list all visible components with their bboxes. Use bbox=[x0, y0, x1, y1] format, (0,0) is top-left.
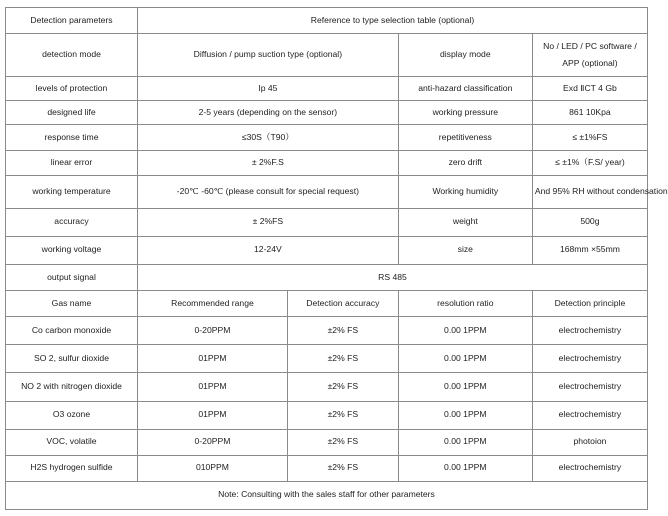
spec-row-output bbox=[6, 264, 648, 290]
table-row bbox=[6, 373, 648, 401]
table-row bbox=[6, 455, 648, 481]
column-header: Recommended range bbox=[137, 291, 287, 317]
spec-row-voltage bbox=[6, 236, 648, 264]
accuracy-cell: ±2% FS bbox=[287, 317, 398, 345]
anti-hazard-label: anti-hazard classification bbox=[398, 77, 532, 101]
designed-life-value: 2-5 years (depending on the sensor) bbox=[137, 101, 398, 125]
gas-table-header-row bbox=[6, 291, 648, 317]
designed-life-label: designed life bbox=[6, 101, 138, 125]
accuracy-label: accuracy bbox=[6, 208, 138, 236]
linear-error-label: linear error bbox=[6, 150, 138, 175]
column-header: resolution ratio bbox=[398, 291, 532, 317]
specification-table bbox=[5, 7, 668, 510]
gas-name-cell: NO 2 with nitrogen dioxide bbox=[6, 373, 138, 401]
principle-cell: electrochemistry bbox=[532, 401, 647, 429]
column-header: Detection principle bbox=[532, 291, 647, 317]
accuracy-cell: ±2% FS bbox=[287, 373, 398, 401]
resolution-cell: 0.00 1PPM bbox=[398, 401, 532, 429]
weight-label: weight bbox=[398, 208, 532, 236]
header-label: Detection parameters bbox=[6, 8, 138, 34]
display-mode-value: No / LED / PC software / APP (optional) bbox=[532, 34, 647, 77]
note-row bbox=[6, 481, 648, 509]
zero-drift-label: zero drift bbox=[398, 150, 532, 175]
spec-row-temperature bbox=[6, 175, 648, 208]
working-humidity-value: And 95% RH without condensation bbox=[532, 175, 647, 208]
accuracy-cell: ±2% FS bbox=[287, 429, 398, 455]
size-label: size bbox=[398, 236, 532, 264]
protection-label: levels of protection bbox=[6, 77, 138, 101]
output-signal-value: RS 485 bbox=[137, 264, 647, 290]
response-time-label: response time bbox=[6, 125, 138, 150]
table-row bbox=[6, 401, 648, 429]
spec-row-response bbox=[6, 125, 648, 150]
range-cell: 01PPM bbox=[137, 401, 287, 429]
principle-cell: electrochemistry bbox=[532, 373, 647, 401]
accuracy-cell: ±2% FS bbox=[287, 401, 398, 429]
spec-row-accuracy bbox=[6, 208, 648, 236]
spec-row-linear bbox=[6, 150, 648, 175]
repetitiveness-value: ≤ ±1%FS bbox=[532, 125, 647, 150]
resolution-cell: 0.00 1PPM bbox=[398, 455, 532, 481]
principle-cell: photoion bbox=[532, 429, 647, 455]
resolution-cell: 0.00 1PPM bbox=[398, 345, 532, 373]
spec-row-protection bbox=[6, 77, 648, 101]
range-cell: 01PPM bbox=[137, 345, 287, 373]
principle-cell: electrochemistry bbox=[532, 345, 647, 373]
response-time-value: ≤30S（T90） bbox=[137, 125, 398, 150]
header-row bbox=[6, 8, 648, 34]
linear-error-value: ± 2%F.S bbox=[137, 150, 398, 175]
gas-name-cell: SO 2, sulfur dioxide bbox=[6, 345, 138, 373]
table-row bbox=[6, 345, 648, 373]
principle-cell: electrochemistry bbox=[532, 455, 647, 481]
gas-name-cell: O3 ozone bbox=[6, 401, 138, 429]
column-header: Detection accuracy bbox=[287, 291, 398, 317]
resolution-cell: 0.00 1PPM bbox=[398, 429, 532, 455]
header-value: Reference to type selection table (optional) bbox=[137, 8, 647, 34]
size-value: 168mm ×55mm bbox=[532, 236, 647, 264]
display-mode-label: display mode bbox=[398, 34, 532, 77]
column-header: Gas name bbox=[6, 291, 138, 317]
gas-name-cell: H2S hydrogen sulfide bbox=[6, 455, 138, 481]
working-voltage-value: 12-24V bbox=[137, 236, 398, 264]
working-humidity-label: Working humidity bbox=[398, 175, 532, 208]
accuracy-cell: ±2% FS bbox=[287, 455, 398, 481]
resolution-cell: 0.00 1PPM bbox=[398, 317, 532, 345]
protection-value: Ip 45 bbox=[137, 77, 398, 101]
range-cell: 0-20PPM bbox=[137, 317, 287, 345]
zero-drift-value: ≤ ±1%（F.S/ year) bbox=[532, 150, 647, 175]
range-cell: 0-20PPM bbox=[137, 429, 287, 455]
detection-mode-value: Diffusion / pump suction type (optional) bbox=[137, 34, 398, 77]
anti-hazard-value: Exd ⅡCT 4 Gb bbox=[532, 77, 647, 101]
gas-name-cell: Co carbon monoxide bbox=[6, 317, 138, 345]
note-text: Note: Consulting with the sales staff for other parameters bbox=[6, 481, 648, 509]
spec-row-detection-mode bbox=[6, 34, 648, 77]
spec-row-life bbox=[6, 101, 648, 125]
table-row bbox=[6, 429, 648, 455]
working-temperature-value: -20℃ -60℃ (please consult for special request) bbox=[137, 175, 398, 208]
working-voltage-label: working voltage bbox=[6, 236, 138, 264]
gas-name-cell: VOC, volatile bbox=[6, 429, 138, 455]
working-pressure-label: working pressure bbox=[398, 101, 532, 125]
range-cell: 010PPM bbox=[137, 455, 287, 481]
repetitiveness-label: repetitiveness bbox=[398, 125, 532, 150]
resolution-cell: 0.00 1PPM bbox=[398, 373, 532, 401]
working-temperature-label: working temperature bbox=[6, 175, 138, 208]
weight-value: 500g bbox=[532, 208, 647, 236]
working-pressure-value: 861 10Kpa bbox=[532, 101, 647, 125]
accuracy-value: ± 2%FS bbox=[137, 208, 398, 236]
accuracy-cell: ±2% FS bbox=[287, 345, 398, 373]
range-cell: 01PPM bbox=[137, 373, 287, 401]
table-row bbox=[6, 317, 648, 345]
principle-cell: electrochemistry bbox=[532, 317, 647, 345]
detection-mode-label: detection mode bbox=[6, 34, 138, 77]
output-signal-label: output signal bbox=[6, 264, 138, 290]
